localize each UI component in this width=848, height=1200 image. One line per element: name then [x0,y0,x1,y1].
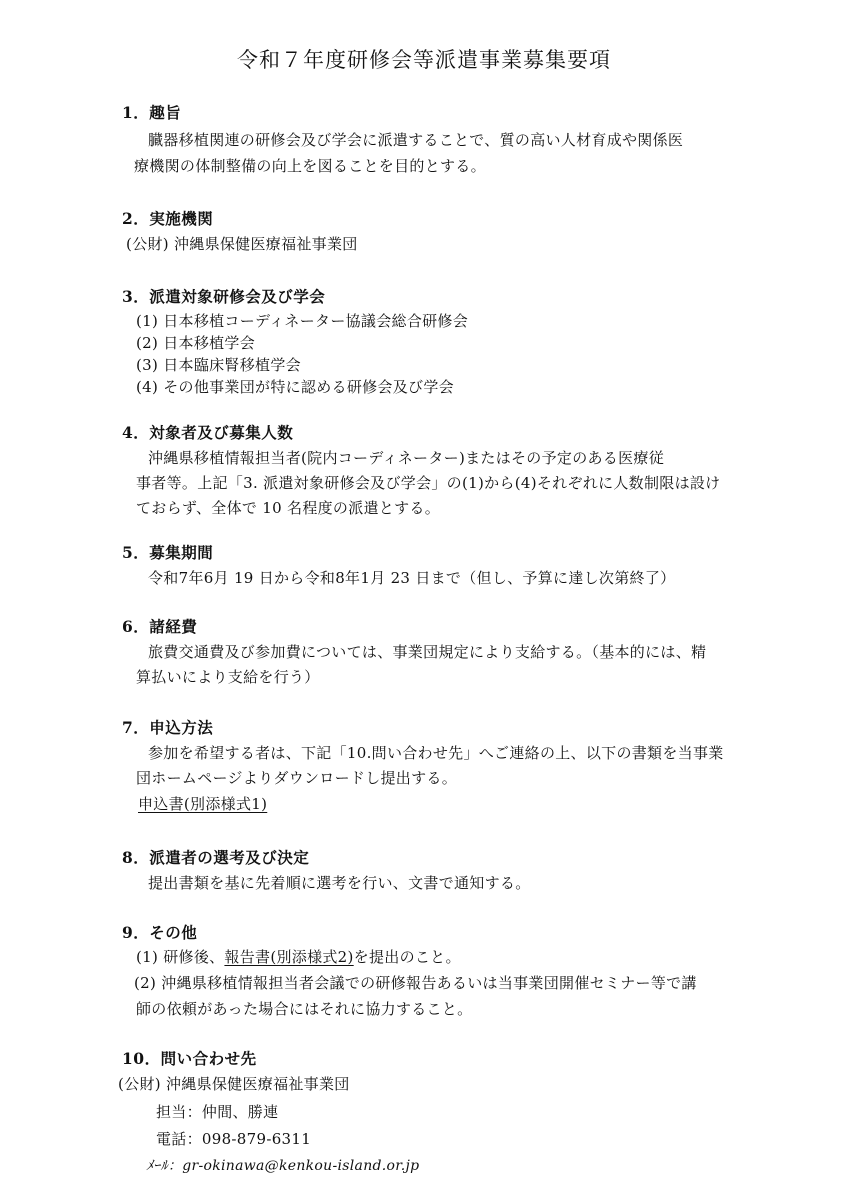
section-8-line-1: 提出書類を基に先着順に選考を行い、文書で通知する。 [148,874,531,892]
section-3-item-2: (2) 日本移植学会 [136,334,256,352]
section-6-heading: 6．諸経費 [122,617,198,636]
section-4-line-2: 事者等。上記「3. 派遣対象研修会及び学会」の(1)から(4)それぞれに人数制限は設け [136,474,721,492]
section-6-line-2: 算払いにより支給を行う） [136,668,320,686]
section-5-line-1: 令和7年6月 19 日から令和8年1月 23 日まで（但し、予算に達し次第終了） [148,569,676,587]
section-3-heading: 3．派遣対象研修会及び学会 [122,287,326,306]
section-1-line-1: 臓器移植関連の研修会及び学会に派遣することで、質の高い人材育成や関係医 [148,131,684,149]
section-6-line-1: 旅費交通費及び参加費については、事業団規定により支給する。（基本的には、精 [148,643,707,661]
section-1-line-2: 療機関の体制整備の向上を図ることを目的とする。 [134,157,486,175]
section-7-line-1: 参加を希望する者は、下記「10.問い合わせ先」へご連絡の上、以下の書類を当事業 [148,744,724,762]
contact-phone[interactable]: 電話：098-879-6311 [156,1130,312,1148]
application-form-link[interactable]: 申込書(別添様式1) [138,795,268,813]
section-9-item-1-prefix: (1) 研修後、 [136,948,225,966]
contact-organization: (公財) 沖縄県保健医療福祉事業団 [118,1075,350,1093]
section-2-heading: 2．実施機関 [122,209,214,228]
section-7-line-2: 団ホームページよりダウンロードし提出する。 [136,769,458,787]
section-3-item-4: (4) その他事業団が特に認める研修会及び学会 [136,378,454,396]
section-9-item-1 [136,946,461,967]
section-9-item-1-suffix: を提出のこと。 [353,948,461,966]
section-3-item-1: (1) 日本移植コーディネーター協議会総合研修会 [136,312,469,330]
section-3-item-3: (3) 日本臨床腎移植学会 [136,356,301,374]
contact-email[interactable]: ﾒｰﾙ：gr-okinawa@kenkou-island.or.jp [146,1158,420,1174]
document-title: 令和７年度研修会等派遣事業募集要項 [237,48,611,72]
report-form-link[interactable]: 報告書(別添様式2) [224,948,354,966]
section-4-heading: 4．対象者及び募集人数 [122,423,294,442]
section-2-line-1: (公財) 沖縄県保健医療福祉事業団 [126,235,358,253]
section-1-heading: 1．趣旨 [122,103,182,122]
section-4-line-1: 沖縄県移植情報担当者(院内コーディネーター)またはその予定のある医療従 [148,449,665,467]
section-8-heading: 8．派遣者の選考及び決定 [122,848,310,867]
section-10-heading: 10．問い合わせ先 [122,1049,257,1068]
section-9-item-2-line-1: (2) 沖縄県移植情報担当者会議での研修報告あるいは当事業団開催セミナー等で講 [134,974,697,992]
section-4-line-3: ておらず、全体で 10 名程度の派遣とする。 [136,499,441,517]
section-9-item-2-line-2: 師の依頼があった場合にはそれに協力すること。 [136,1000,473,1018]
contact-staff: 担当：仲間、勝連 [156,1103,279,1121]
section-9-heading: 9．その他 [122,923,198,942]
section-7-heading: 7．申込方法 [122,718,214,737]
section-5-heading: 5．募集期間 [122,543,214,562]
